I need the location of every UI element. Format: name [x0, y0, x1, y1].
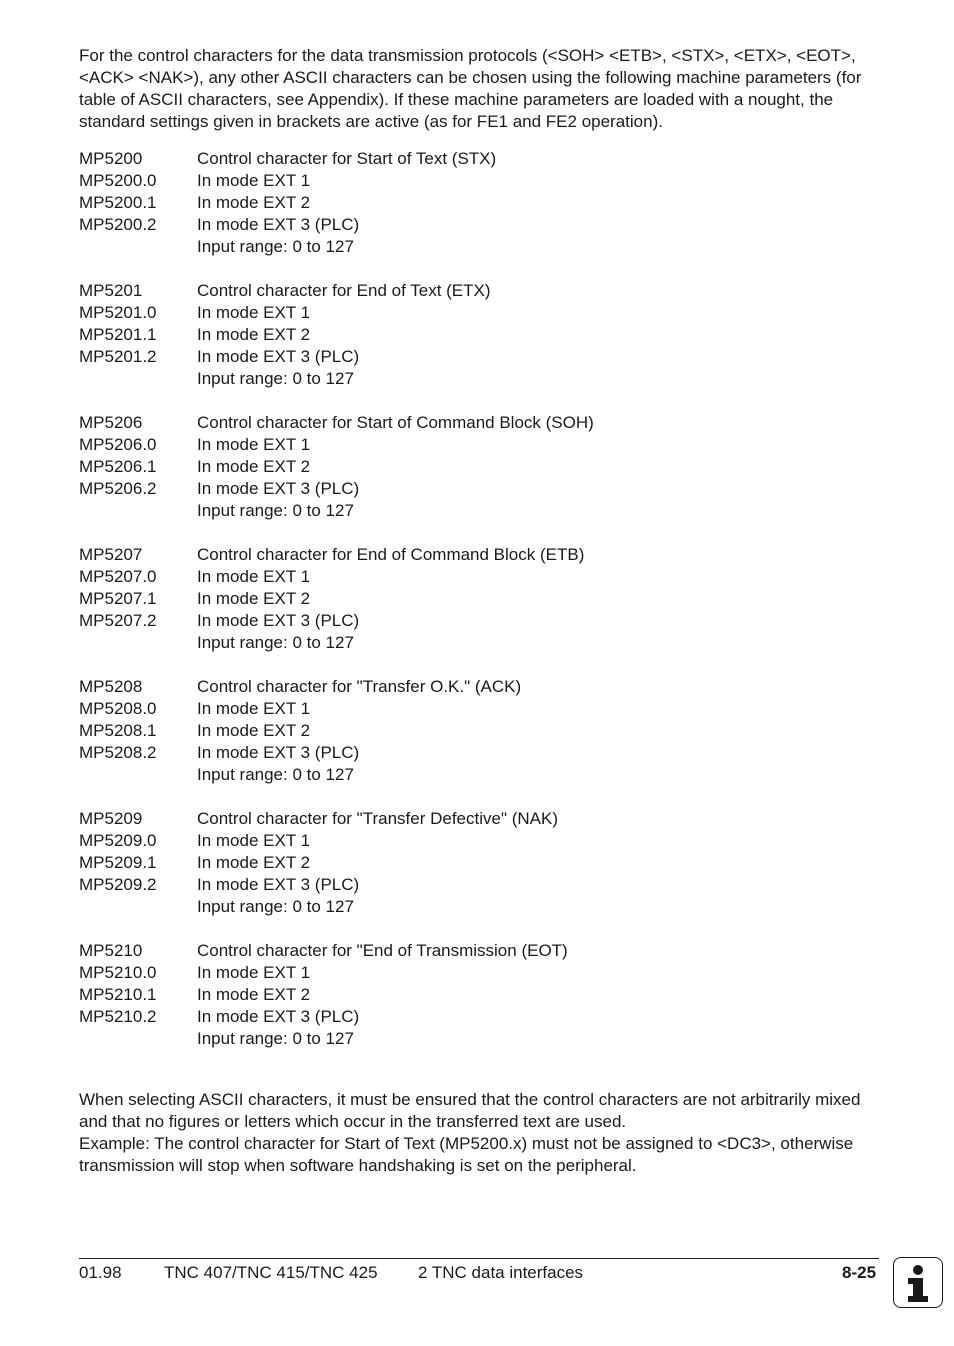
parameter-description: In mode EXT 2 [197, 457, 311, 476]
parameter-description: In mode EXT 1 [197, 963, 311, 982]
parameter-row [79, 302, 869, 324]
parameter-row [79, 192, 869, 214]
parameter-description: Control character for Start of Command Block (SOH) [197, 413, 594, 432]
parameter-code: MP5201.1 [79, 325, 157, 344]
parameter-row [79, 676, 869, 698]
parameter-description: In mode EXT 2 [197, 193, 311, 212]
parameter-row [79, 478, 869, 500]
example-paragraph: Example: The control character for Start of Text (MP5200.x) must not be assigned to <DC3>, otherwise transmission will stop when software handshaking is set on the peripheral. [79, 1134, 854, 1175]
parameter-row [79, 566, 869, 588]
parameter-row [79, 434, 869, 456]
parameter-code: MP5209.0 [79, 831, 157, 850]
parameter-row [79, 588, 869, 610]
parameter-row [79, 830, 869, 852]
parameter-description: In mode EXT 3 (PLC) [197, 1007, 360, 1026]
parameter-code [79, 632, 197, 654]
parameter-description: Input range: 0 to 127 [197, 633, 354, 652]
parameter-code: MP5210.1 [79, 985, 157, 1004]
parameter-row [79, 148, 869, 170]
parameter-code: MP5210.2 [79, 1007, 157, 1026]
parameter-code: MP5206.2 [79, 479, 157, 498]
parameter-code: MP5200.1 [79, 193, 157, 212]
parameter-description: Input range: 0 to 127 [197, 369, 354, 388]
parameter-description: In mode EXT 1 [197, 303, 311, 322]
parameter-row [79, 742, 869, 764]
parameter-code [79, 764, 197, 786]
parameter-row [79, 1006, 869, 1028]
parameter-description: Control character for "Transfer Defective" (NAK) [197, 809, 558, 828]
parameter-code: MP5206.1 [79, 457, 157, 476]
parameter-code: MP5208.0 [79, 699, 157, 718]
footer-divider [79, 1258, 879, 1259]
parameter-description: In mode EXT 1 [197, 171, 311, 190]
parameter-code: MP5209.2 [79, 875, 157, 894]
parameter-row [79, 940, 869, 962]
parameter-description: In mode EXT 2 [197, 589, 311, 608]
parameter-row [79, 874, 869, 896]
parameter-code: MP5207.0 [79, 567, 157, 586]
parameter-code: MP5207.1 [79, 589, 157, 608]
parameter-description: Input range: 0 to 127 [197, 501, 354, 520]
parameter-row [79, 412, 869, 434]
parameter-code [79, 368, 197, 390]
parameter-code [79, 896, 197, 918]
parameter-description: In mode EXT 3 (PLC) [197, 347, 360, 366]
parameter-group [79, 280, 869, 390]
parameter-code: MP5201 [79, 281, 143, 300]
parameter-description: In mode EXT 2 [197, 853, 311, 872]
parameter-description: Input range: 0 to 127 [197, 1029, 354, 1048]
parameter-row [79, 346, 869, 368]
footer-model: TNC 407/TNC 415/TNC 425 [164, 1263, 378, 1282]
parameter-code: MP5207 [79, 545, 143, 564]
parameter-code: MP5208 [79, 677, 143, 696]
parameter-row [79, 896, 869, 918]
parameter-row [79, 984, 869, 1006]
parameter-row [79, 368, 869, 390]
parameter-row [79, 170, 869, 192]
intro-paragraph: For the control characters for the data transmission protocols (<SOH> <ETB>, <STX>, <ETX>, <EOT>, <ACK> <NAK>), any other ASCII characters can be chosen using the following machine parameters (for table of ASCII characters, see Appendix). If these machine parameters are loaded with a nought, the standard settings given in brackets are active (as for FE1 and FE2 operation). [79, 46, 862, 131]
parameter-description: In mode EXT 3 (PLC) [197, 875, 360, 894]
parameter-description: Control character for "End of Transmission (EOT) [197, 941, 568, 960]
parameter-code: MP5200.0 [79, 171, 157, 190]
parameter-row [79, 280, 869, 302]
parameter-code [79, 236, 197, 258]
parameter-group [79, 412, 869, 522]
parameter-code: MP5210.0 [79, 963, 157, 982]
closing-text [79, 1089, 879, 1177]
parameter-code: MP5209 [79, 809, 143, 828]
parameter-description: Control character for Start of Text (STX) [197, 149, 497, 168]
page-number: 8-25 [842, 1263, 877, 1282]
parameter-row [79, 1028, 869, 1050]
parameter-code: MP5206.0 [79, 435, 157, 454]
parameter-code: MP5201.2 [79, 347, 157, 366]
parameter-description: In mode EXT 3 (PLC) [197, 611, 360, 630]
footer-date: 01.98 [79, 1263, 122, 1282]
parameter-description: Control character for "Transfer O.K." (ACK) [197, 677, 522, 696]
parameter-code [79, 1028, 197, 1050]
parameter-description: In mode EXT 1 [197, 699, 311, 718]
parameter-code: MP5201.0 [79, 303, 157, 322]
parameter-code: MP5210 [79, 941, 143, 960]
parameter-description: In mode EXT 2 [197, 985, 311, 1004]
parameter-row [79, 544, 869, 566]
parameter-row [79, 720, 869, 742]
parameter-description: Input range: 0 to 127 [197, 897, 354, 916]
parameter-row [79, 456, 869, 478]
parameter-group [79, 808, 869, 918]
parameter-code: MP5207.2 [79, 611, 157, 630]
parameter-list [79, 148, 869, 1072]
parameter-group [79, 940, 869, 1050]
parameter-code: MP5208.1 [79, 721, 157, 740]
parameter-row [79, 962, 869, 984]
parameter-row [79, 500, 869, 522]
parameter-code: MP5209.1 [79, 853, 157, 872]
parameter-code: MP5206 [79, 413, 143, 432]
parameter-row [79, 698, 869, 720]
parameter-description: In mode EXT 1 [197, 831, 311, 850]
parameter-row [79, 610, 869, 632]
parameter-code [79, 500, 197, 522]
parameter-group [79, 544, 869, 654]
parameter-description: Control character for End of Text (ETX) [197, 281, 491, 300]
parameter-row [79, 764, 869, 786]
parameter-row [79, 632, 869, 654]
parameter-description: In mode EXT 1 [197, 435, 311, 454]
parameter-group [79, 676, 869, 786]
parameter-description: In mode EXT 2 [197, 721, 311, 740]
footer-chapter: 2 TNC data interfaces [418, 1263, 584, 1282]
parameter-row [79, 808, 869, 830]
parameter-description: In mode EXT 1 [197, 567, 311, 586]
parameter-description: In mode EXT 3 (PLC) [197, 743, 360, 762]
parameter-description: Input range: 0 to 127 [197, 765, 354, 784]
parameter-row [79, 852, 869, 874]
parameter-code: MP5200.2 [79, 215, 157, 234]
parameter-description: Input range: 0 to 127 [197, 237, 354, 256]
parameter-description: In mode EXT 3 (PLC) [197, 215, 360, 234]
parameter-row [79, 214, 869, 236]
parameter-description: Control character for End of Command Block (ETB) [197, 545, 585, 564]
parameter-code: MP5200 [79, 149, 143, 168]
parameter-group [79, 148, 869, 258]
parameter-row [79, 324, 869, 346]
parameter-description: In mode EXT 3 (PLC) [197, 479, 360, 498]
parameter-row [79, 236, 869, 258]
info-icon [893, 1257, 943, 1308]
closing-paragraph: When selecting ASCII characters, it must be ensured that the control characters are not arbitrarily mixed and that no figures or letters which occur in the transferred text are used. [79, 1090, 861, 1131]
parameter-code: MP5208.2 [79, 743, 157, 762]
parameter-description: In mode EXT 2 [197, 325, 311, 344]
